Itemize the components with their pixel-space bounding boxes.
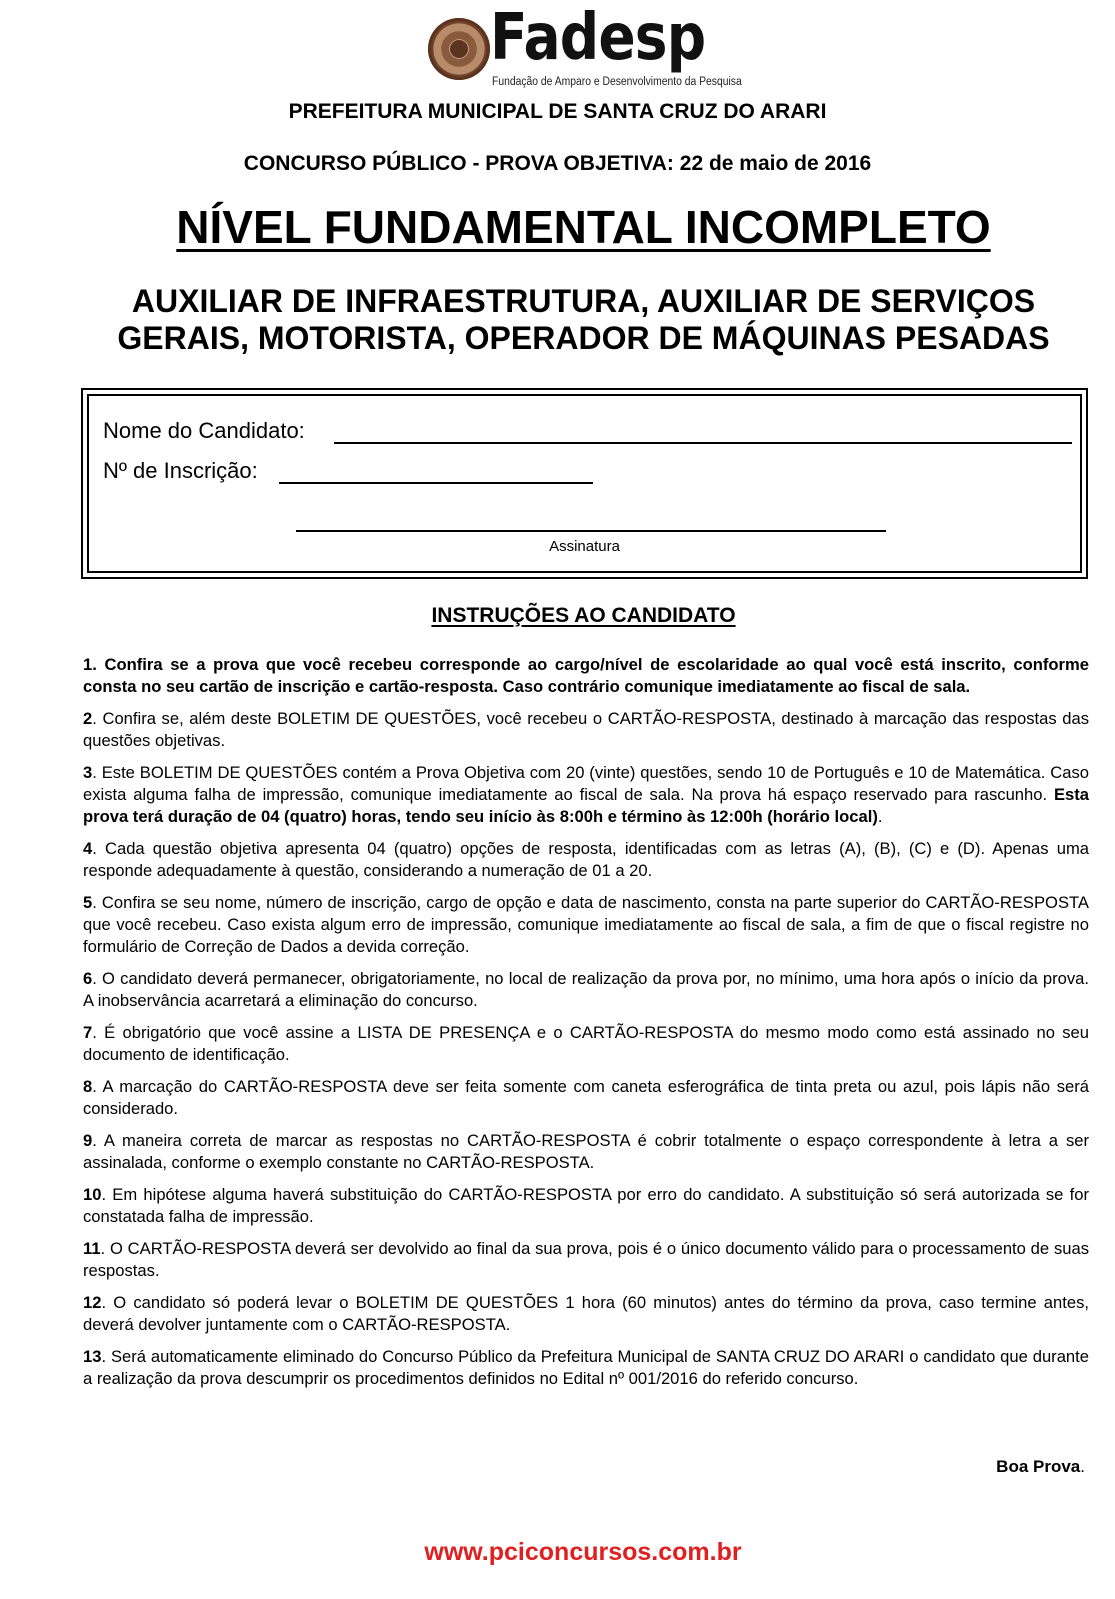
positions-line-1: AUXILIAR DE INFRAESTRUTURA, AUXILIAR DE SERVIÇOS <box>131 283 1036 319</box>
instruction-number: 4 <box>83 839 93 858</box>
instruction-item <box>83 838 1089 882</box>
institution-heading: PREFEITURA MUNICIPAL DE SANTA CRUZ DO ARARI <box>288 100 827 123</box>
registration-number-field[interactable] <box>279 482 593 484</box>
instruction-text: . O candidato só poderá levar o BOLETIM DE QUESTÕES 1 hora (60 minutos) antes do término da prova, caso termine antes, deverá devolver juntamente com o CARTÃO-RESPOSTA. <box>83 1293 1089 1334</box>
instruction-item <box>83 1022 1089 1066</box>
candidate-name-field[interactable] <box>334 442 1072 444</box>
instruction-number: 6 <box>83 969 93 988</box>
seal-icon <box>428 18 490 80</box>
instruction-item <box>83 1076 1089 1120</box>
instruction-tail: . <box>877 807 883 826</box>
instruction-number: 5 <box>83 893 93 912</box>
instruction-number: 1. <box>83 655 97 674</box>
instructions-list <box>83 654 1089 1400</box>
closing-tail: . <box>1080 1457 1085 1476</box>
instruction-text: . A marcação do CARTÃO-RESPOSTA deve ser feita somente com caneta esferográfica de tinta preta ou azul, pois lápis não será considerado. <box>83 1077 1089 1118</box>
fadesp-logo <box>428 1 748 92</box>
positions-line-2: GERAIS, MOTORISTA, OPERADOR DE MÁQUINAS PESADAS <box>117 320 1050 356</box>
logo-wordmark: Fadesp <box>490 1 706 75</box>
signature-label: Assinatura <box>549 538 620 555</box>
positions-heading <box>26 283 1115 357</box>
instruction-number: 9 <box>83 1131 93 1150</box>
instruction-item <box>83 968 1089 1012</box>
level-title: NÍVEL FUNDAMENTAL INCOMPLETO <box>176 201 991 253</box>
instruction-item <box>83 1184 1089 1228</box>
instruction-item <box>83 654 1089 698</box>
exam-heading: CONCURSO PÚBLICO - PROVA OBJETIVA: 22 de maio de 2016 <box>243 152 872 175</box>
instruction-text: . Em hipótese alguma haverá substituição do CARTÃO-RESPOSTA por erro do candidato. A substituição só será autorizada se for constatada falha de impressão. <box>83 1185 1089 1226</box>
instruction-number: 12 <box>83 1293 102 1312</box>
instruction-number: 10 <box>83 1185 102 1204</box>
instruction-item <box>83 1238 1089 1282</box>
closing-text: Boa Prova <box>996 1457 1081 1476</box>
instruction-item <box>83 708 1089 752</box>
instruction-text: . É obrigatório que você assine a LISTA DE PRESENÇA e o CARTÃO-RESPOSTA do mesmo modo como está assinado no seu documento de identificação. <box>83 1023 1089 1064</box>
candidate-info-box-inner <box>87 394 1082 573</box>
logo-tagline: Fundação de Amparo e Desenvolvimento da Pesquisa <box>492 76 742 88</box>
registration-number-label: Nº de Inscrição: <box>103 458 258 483</box>
instruction-text: . Cada questão objetiva apresenta 04 (quatro) opções de resposta, identificadas com as letras (A), (B), (C) e (D). Apenas uma responde adequadamente à questão, considerando a numeração de 01 a 20. <box>83 839 1089 880</box>
instruction-number: 13 <box>83 1347 102 1366</box>
closing-message <box>996 1457 1085 1477</box>
instructions-title: INSTRUÇÕES AO CANDIDATO <box>431 604 736 627</box>
instruction-text: . O candidato deverá permanecer, obrigatoriamente, no local de realização da prova por, no mínimo, uma hora após o início da prova. A inobservância acarretará a eliminação do concurso. <box>83 969 1089 1010</box>
instruction-bold-text: Confira se a prova que você recebeu corresponde ao cargo/nível de escolaridade ao qual você está inscrito, conforme consta no seu cartão de inscrição e cartão-resposta. Caso contrário comunique imediatamente ao fiscal de sala. <box>83 655 1089 696</box>
candidate-info-box <box>81 388 1088 579</box>
instruction-text: . Este BOLETIM DE QUESTÕES contém a Prova Objetiva com 20 (vinte) questões, sendo 10 de Português e 10 de Matemática. Caso exista alguma falha de impressão, comunique imediatamente ao fiscal de sala. Na prova há espaço reservado para rascunho. <box>83 763 1089 804</box>
instruction-item <box>83 892 1089 958</box>
instruction-item <box>83 1130 1089 1174</box>
instruction-item <box>83 1292 1089 1336</box>
instruction-number: 8 <box>83 1077 93 1096</box>
signature-line[interactable] <box>296 530 886 532</box>
instruction-number: 11 <box>83 1239 101 1258</box>
instruction-number: 3 <box>83 763 93 782</box>
instruction-item <box>83 762 1089 828</box>
footer-url[interactable]: www.pciconcursos.com.br <box>424 1538 742 1566</box>
instruction-bold-tail: Esta prova terá duração de 04 (quatro) horas, tendo seu início às 8:00h e término às 12:00h (horário local) <box>83 785 1089 826</box>
instruction-text: . A maneira correta de marcar as respostas no CARTÃO-RESPOSTA é cobrir totalmente o espaço correspondente à letra a ser assinalada, conforme o exemplo constante no CARTÃO-RESPOSTA. <box>83 1131 1089 1172</box>
instruction-text: . Será automaticamente eliminado do Concurso Público da Prefeitura Municipal de SANTA CRUZ DO ARARI o candidato que durante a realização da prova descumprir os procedimentos definidos no Edital nº 001/2016 do referido concurso. <box>83 1347 1089 1388</box>
instruction-number: 2 <box>83 709 93 728</box>
instruction-text: . O CARTÃO-RESPOSTA deverá ser devolvido ao final da sua prova, pois é o único documento válido para o processamento de suas respostas. <box>83 1239 1089 1280</box>
instruction-item <box>83 1346 1089 1390</box>
instruction-text: . Confira se, além deste BOLETIM DE QUESTÕES, você recebeu o CARTÃO-RESPOSTA, destinado à marcação das respostas das questões objetivas. <box>83 709 1089 750</box>
instruction-text: . Confira se seu nome, número de inscrição, cargo de opção e data de nascimento, consta na parte superior do CARTÃO-RESPOSTA que você recebeu. Caso exista algum erro de impressão, comunique imediatamente ao fiscal de sala, a fim de que o fiscal registre no formulário de Correção de Dados a devida correção. <box>83 893 1089 956</box>
candidate-name-label: Nome do Candidato: <box>103 418 305 443</box>
instruction-number: 7 <box>83 1023 93 1042</box>
